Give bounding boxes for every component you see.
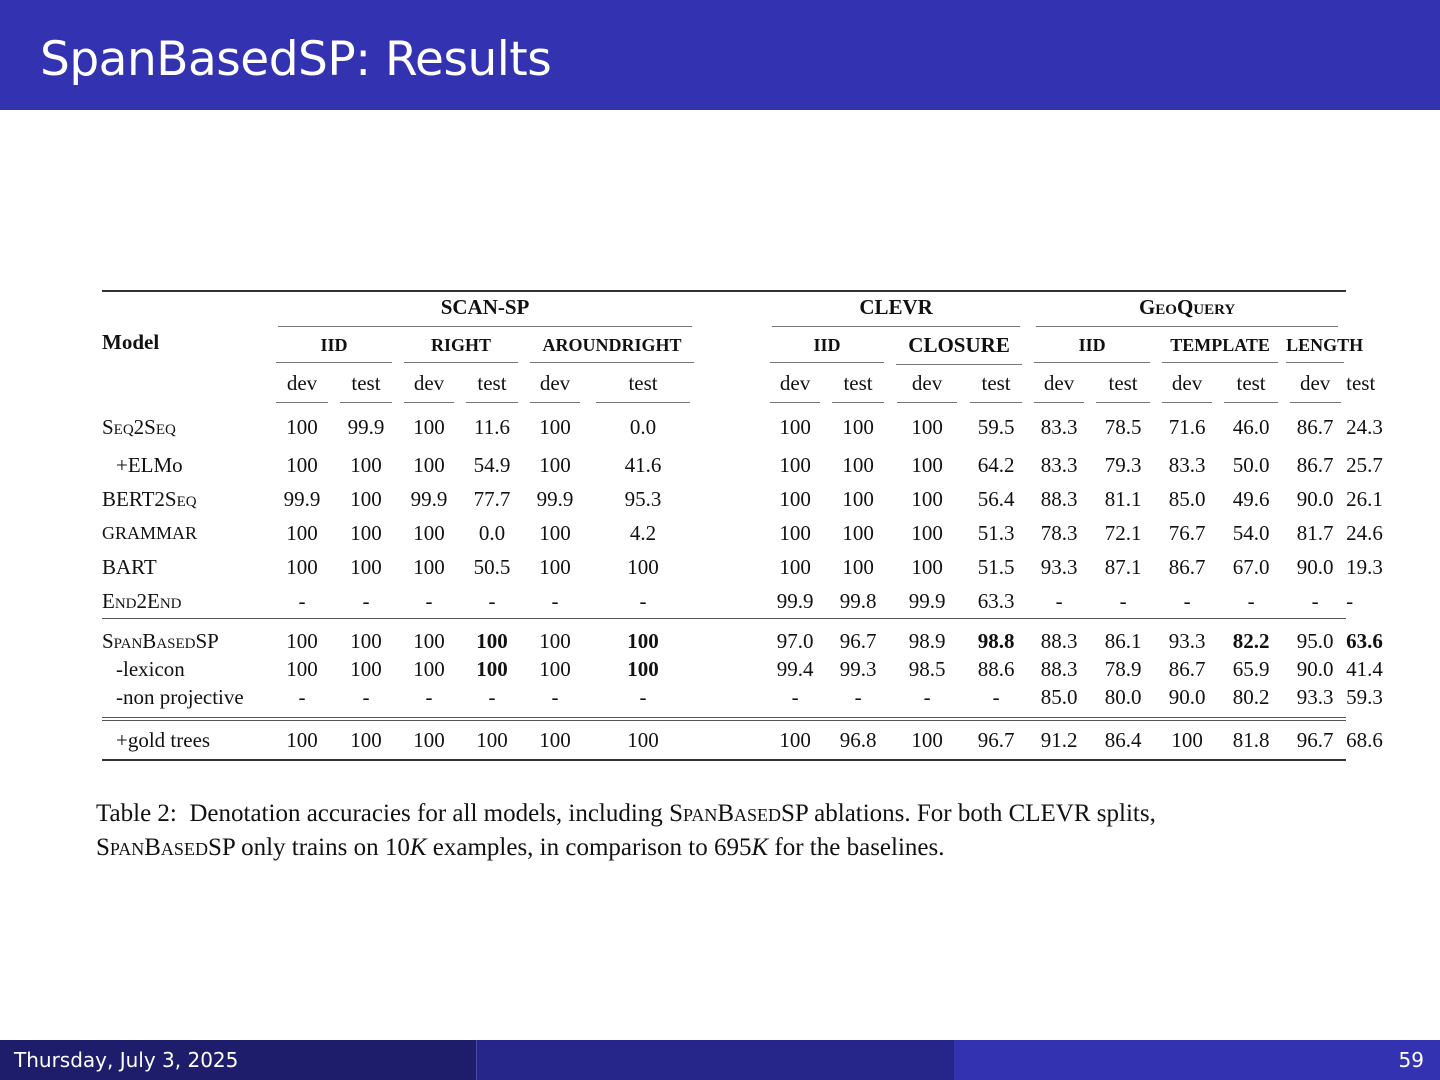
value-cell: - <box>362 588 370 613</box>
value-cell: 86.1 <box>1090 619 1156 656</box>
header-row-groups <box>102 291 1346 330</box>
model-name-cell: +gold trees <box>102 719 270 760</box>
value-cell: - <box>551 588 559 613</box>
split-label: dev <box>890 368 964 406</box>
value-cell: 88.3 <box>1040 486 1078 511</box>
model-name-cell: -non projective <box>116 684 244 709</box>
value-cell: - <box>639 588 647 613</box>
value-cell: 100 <box>911 486 943 511</box>
value-cell: 100 <box>350 486 382 511</box>
value-cell: 100 <box>842 486 874 511</box>
value-cell: 46.0 <box>1232 414 1270 439</box>
value-cell: - <box>1311 588 1319 613</box>
footer-middle <box>476 1040 954 1080</box>
value-cell: 99.9 <box>908 588 946 613</box>
value-cell: 77.7 <box>473 486 511 511</box>
value-cell: - <box>1119 588 1127 613</box>
value-cell: 100 <box>286 452 318 477</box>
value-cell: 97.0 <box>764 619 826 656</box>
value-cell: 100 <box>350 452 382 477</box>
value-cell: 100 <box>539 656 571 681</box>
value-cell: 76.7 <box>1168 520 1206 545</box>
value-cell: 67.0 <box>1232 554 1270 579</box>
value-cell: - <box>992 684 1000 709</box>
model-name-cell: +ELMo <box>116 452 183 477</box>
value-cell: 81.8 <box>1218 719 1284 760</box>
value-cell: 100 <box>524 719 586 760</box>
value-cell: 0.0 <box>629 414 657 439</box>
value-cell: 98.8 <box>964 619 1028 656</box>
subgroup-geo-length: LENGTH <box>1284 330 1346 368</box>
split-label: test <box>586 368 700 406</box>
value-cell: 96.8 <box>826 719 890 760</box>
value-cell: 88.3 <box>1028 619 1090 656</box>
value-cell: 100 <box>911 554 943 579</box>
value-cell: 86.7 <box>1168 554 1206 579</box>
value-cell: 100 <box>334 619 398 656</box>
split-label: test <box>826 368 890 406</box>
value-cell: 86.7 <box>1168 656 1206 681</box>
value-cell: 86.7 <box>1296 452 1334 477</box>
value-cell: 100 <box>398 719 460 760</box>
value-cell: 59.5 <box>977 414 1015 439</box>
model-name-cell: SpanBasedSP <box>102 619 270 656</box>
results-table-figure <box>102 290 1383 761</box>
value-cell: 100 <box>779 414 811 439</box>
value-cell: 90.0 <box>1296 656 1334 681</box>
value-cell: 80.2 <box>1232 684 1270 709</box>
table-row: BART 100 100 100 50.5 100 100 100 100 100 51.5 93.3 87.1 86.7 67.0 90.0 19.3 <box>102 550 1346 584</box>
group-clevr: CLEVR <box>764 291 1028 330</box>
model-name-cell: -lexicon <box>116 656 185 681</box>
split-label: dev <box>1156 368 1218 406</box>
value-cell: 96.7 <box>964 719 1028 760</box>
value-cell: 98.9 <box>890 619 964 656</box>
value-cell: - <box>1247 588 1255 613</box>
value-cell: - <box>425 684 433 709</box>
value-cell: 100 <box>911 520 943 545</box>
value-cell: 83.3 <box>1168 452 1206 477</box>
header-row-subgroups <box>102 330 1346 368</box>
table-row: End2End - - - - - - 99.9 99.8 99.9 63.3 - - - - - - <box>102 584 1346 619</box>
value-cell: 78.5 <box>1104 414 1142 439</box>
value-cell: 99.9 <box>283 486 321 511</box>
value-cell: 100 <box>627 656 659 681</box>
value-cell: 100 <box>911 452 943 477</box>
model-name-cell: GRAMMAR <box>102 522 198 543</box>
value-cell: 90.0 <box>1296 486 1334 511</box>
table-row: Seq2Seq 100 99.9 100 11.6 100 0.0 100 100 100 59.5 83.3 78.5 71.6 46.0 86.7 24.3 <box>102 406 1346 448</box>
caption-label: Table 2: <box>96 800 177 827</box>
value-cell: 54.9 <box>473 452 511 477</box>
value-cell: 81.1 <box>1104 486 1142 511</box>
subgroup-scan-iid: IID <box>270 330 398 368</box>
value-cell: 96.7 <box>1284 719 1346 760</box>
value-cell: 100 <box>286 554 318 579</box>
split-label: dev <box>270 368 334 406</box>
value-cell: 100 <box>413 656 445 681</box>
value-cell: 100 <box>524 619 586 656</box>
value-cell: 71.6 <box>1168 414 1206 439</box>
value-cell: 91.2 <box>1028 719 1090 760</box>
table-caption: Table 2: Denotation accuracies for all models, including SpanBasedSP ablations. For both CLEVR splits, SpanBasedSP only trains on 10K examples, in comparison to 695K for the baselines. <box>96 800 1156 861</box>
value-cell: 100 <box>460 719 524 760</box>
value-cell: 100 <box>413 554 445 579</box>
value-cell: - <box>298 684 306 709</box>
value-cell: 96.7 <box>826 619 890 656</box>
value-cell: 100 <box>460 619 524 656</box>
value-cell: 80.0 <box>1104 684 1142 709</box>
value-cell: 79.3 <box>1104 452 1142 477</box>
value-cell: 100 <box>286 520 318 545</box>
value-cell: 41.6 <box>624 452 662 477</box>
value-cell: 100 <box>334 719 398 760</box>
value-cell: 56.4 <box>977 486 1015 511</box>
value-cell: 100 <box>539 520 571 545</box>
table-row: BERT2Seq 99.9 100 99.9 77.7 99.9 95.3 100 100 100 56.4 88.3 81.1 85.0 49.6 90.0 26.1 <box>102 482 1346 516</box>
split-label: test <box>460 368 524 406</box>
subgroup-geo-template: TEMPLATE <box>1156 330 1284 368</box>
value-cell: 93.3 <box>1156 619 1218 656</box>
value-cell: 100 <box>779 486 811 511</box>
value-cell: 100 <box>413 452 445 477</box>
value-cell: 50.5 <box>473 554 511 579</box>
value-cell: 100 <box>1156 719 1218 760</box>
model-name-cell: BERT2Seq <box>102 486 197 511</box>
page-number: 59 <box>954 1040 1440 1080</box>
value-cell: - <box>923 684 931 709</box>
value-cell: 100 <box>539 414 571 439</box>
table-row: SpanBasedSP 100 100 100 100 100 100 97.0 96.7 98.9 98.8 88.3 86.1 93.3 82.2 95.0 63.6 <box>102 619 1346 656</box>
value-cell: 100 <box>350 554 382 579</box>
value-cell: 49.6 <box>1232 486 1270 511</box>
table-row: +ELMo 100 100 100 54.9 100 41.6 100 100 100 64.2 83.3 79.3 83.3 50.0 86.7 25.7 <box>102 448 1346 482</box>
value-cell: 65.9 <box>1232 656 1270 681</box>
value-cell: 100 <box>539 452 571 477</box>
value-cell: 82.2 <box>1218 619 1284 656</box>
split-label: dev <box>1028 368 1090 406</box>
value-cell: 51.3 <box>977 520 1015 545</box>
value-cell: 81.7 <box>1296 520 1334 545</box>
value-cell: 88.3 <box>1040 656 1078 681</box>
value-cell: - <box>791 684 799 709</box>
value-cell: 100 <box>764 719 826 760</box>
value-cell: 51.5 <box>977 554 1015 579</box>
value-cell: 99.9 <box>410 486 448 511</box>
value-cell: - <box>1055 588 1063 613</box>
table-row: -lexicon 100 100 100 100 100 100 99.4 99.3 98.5 88.6 88.3 78.9 86.7 65.9 90.0 41.4 <box>102 655 1346 683</box>
value-cell: 100 <box>286 414 318 439</box>
value-cell: 100 <box>270 619 334 656</box>
value-cell: 100 <box>842 520 874 545</box>
value-cell: 78.9 <box>1104 656 1142 681</box>
value-cell: - <box>639 684 647 709</box>
value-cell: 100 <box>779 554 811 579</box>
value-cell: - <box>1183 588 1191 613</box>
value-cell: 78.3 <box>1040 520 1078 545</box>
value-cell: 98.5 <box>908 656 946 681</box>
split-label: dev <box>398 368 460 406</box>
value-cell: 85.0 <box>1040 684 1078 709</box>
value-cell: 64.2 <box>977 452 1015 477</box>
value-cell: 0.0 <box>478 520 506 545</box>
value-cell: 83.3 <box>1040 414 1078 439</box>
value-cell: 99.4 <box>776 656 814 681</box>
value-cell: 100 <box>627 554 659 579</box>
value-cell: - <box>362 684 370 709</box>
subgroup-scan-aroundright: AROUNDRIGHT <box>524 330 700 368</box>
value-cell: 86.7 <box>1296 414 1334 439</box>
value-cell: 86.4 <box>1090 719 1156 760</box>
value-cell: - <box>425 588 433 613</box>
split-label: dev <box>764 368 826 406</box>
model-header: Model <box>102 330 160 354</box>
value-cell: - <box>298 588 306 613</box>
model-name-cell: Seq2Seq <box>102 414 176 439</box>
value-cell: 93.3 <box>1296 684 1334 709</box>
value-cell: 100 <box>890 719 964 760</box>
table-row: -non projective - - - - - - - - - - 85.0 80.0 90.0 80.2 93.3 59.3 <box>102 683 1346 719</box>
value-cell: 100 <box>476 656 508 681</box>
value-cell: - <box>488 684 496 709</box>
slide-title: SpanBasedSP: Results <box>40 32 552 87</box>
subgroup-scan-right: RIGHT <box>398 330 524 368</box>
value-cell: 11.6 <box>474 414 510 439</box>
value-cell: 100 <box>842 554 874 579</box>
value-cell: 100 <box>911 414 943 439</box>
subgroup-geo-iid: IID <box>1028 330 1156 368</box>
split-label: test <box>1218 368 1284 406</box>
value-cell: 99.3 <box>839 656 877 681</box>
value-cell: 54.0 <box>1232 520 1270 545</box>
split-label: dev <box>524 368 586 406</box>
value-cell: 100 <box>286 656 318 681</box>
value-cell: - <box>488 588 496 613</box>
value-cell: 72.1 <box>1104 520 1142 545</box>
value-cell: - <box>551 684 559 709</box>
value-cell: 95.0 <box>1284 619 1346 656</box>
results-table <box>102 290 1383 761</box>
split-label: dev <box>1284 368 1346 406</box>
value-cell: 87.1 <box>1104 554 1142 579</box>
split-label: test <box>1090 368 1156 406</box>
value-cell: 100 <box>270 719 334 760</box>
split-label: test <box>964 368 1028 406</box>
value-cell: 63.3 <box>977 588 1015 613</box>
group-scan-sp: SCAN-SP <box>270 291 700 330</box>
footer <box>0 1040 1440 1080</box>
subgroup-clevr-iid: IID <box>764 330 890 368</box>
value-cell: 4.2 <box>629 520 657 545</box>
table-row: GRAMMAR 100 100 100 0.0 100 4.2 100 100 100 51.3 78.3 72.1 76.7 54.0 81.7 24.6 <box>102 516 1346 550</box>
value-cell: 100 <box>842 452 874 477</box>
subgroup-clevr-closure: CLOSURE <box>890 330 1028 368</box>
value-cell: 95.3 <box>624 486 662 511</box>
group-geoquery: GeoQuery <box>1028 291 1346 330</box>
table-body <box>102 406 1383 760</box>
header-row-splits: dev test dev test dev test dev test dev test dev test dev test dev test <box>102 368 1346 406</box>
value-cell: 100 <box>398 619 460 656</box>
split-label: test <box>334 368 398 406</box>
value-cell: 99.9 <box>776 588 814 613</box>
value-cell: 99.9 <box>536 486 574 511</box>
value-cell: 100 <box>413 520 445 545</box>
footer-date: Thursday, July 3, 2025 <box>0 1040 476 1080</box>
value-cell: 100 <box>350 520 382 545</box>
value-cell: 100 <box>779 452 811 477</box>
value-cell: 90.0 <box>1296 554 1334 579</box>
table-row: +gold trees 100 100 100 100 100 100 100 96.8 100 96.7 91.2 86.4 100 81.8 96.7 68.6 <box>102 719 1346 760</box>
value-cell: 100 <box>539 554 571 579</box>
value-cell: 100 <box>350 656 382 681</box>
value-cell: 85.0 <box>1168 486 1206 511</box>
model-name-cell: End2End <box>102 588 182 613</box>
value-cell: 99.9 <box>347 414 385 439</box>
model-name-cell: BART <box>102 554 157 579</box>
value-cell: 100 <box>842 414 874 439</box>
value-cell: 100 <box>413 414 445 439</box>
value-cell: 100 <box>586 619 700 656</box>
value-cell: 100 <box>779 520 811 545</box>
title-bar <box>0 0 1440 110</box>
value-cell: 83.3 <box>1040 452 1078 477</box>
value-cell: 50.0 <box>1232 452 1270 477</box>
value-cell: 99.8 <box>839 588 877 613</box>
value-cell: 100 <box>586 719 700 760</box>
value-cell: - <box>854 684 862 709</box>
value-cell: 93.3 <box>1040 554 1078 579</box>
value-cell: 90.0 <box>1168 684 1206 709</box>
value-cell: 88.6 <box>977 656 1015 681</box>
